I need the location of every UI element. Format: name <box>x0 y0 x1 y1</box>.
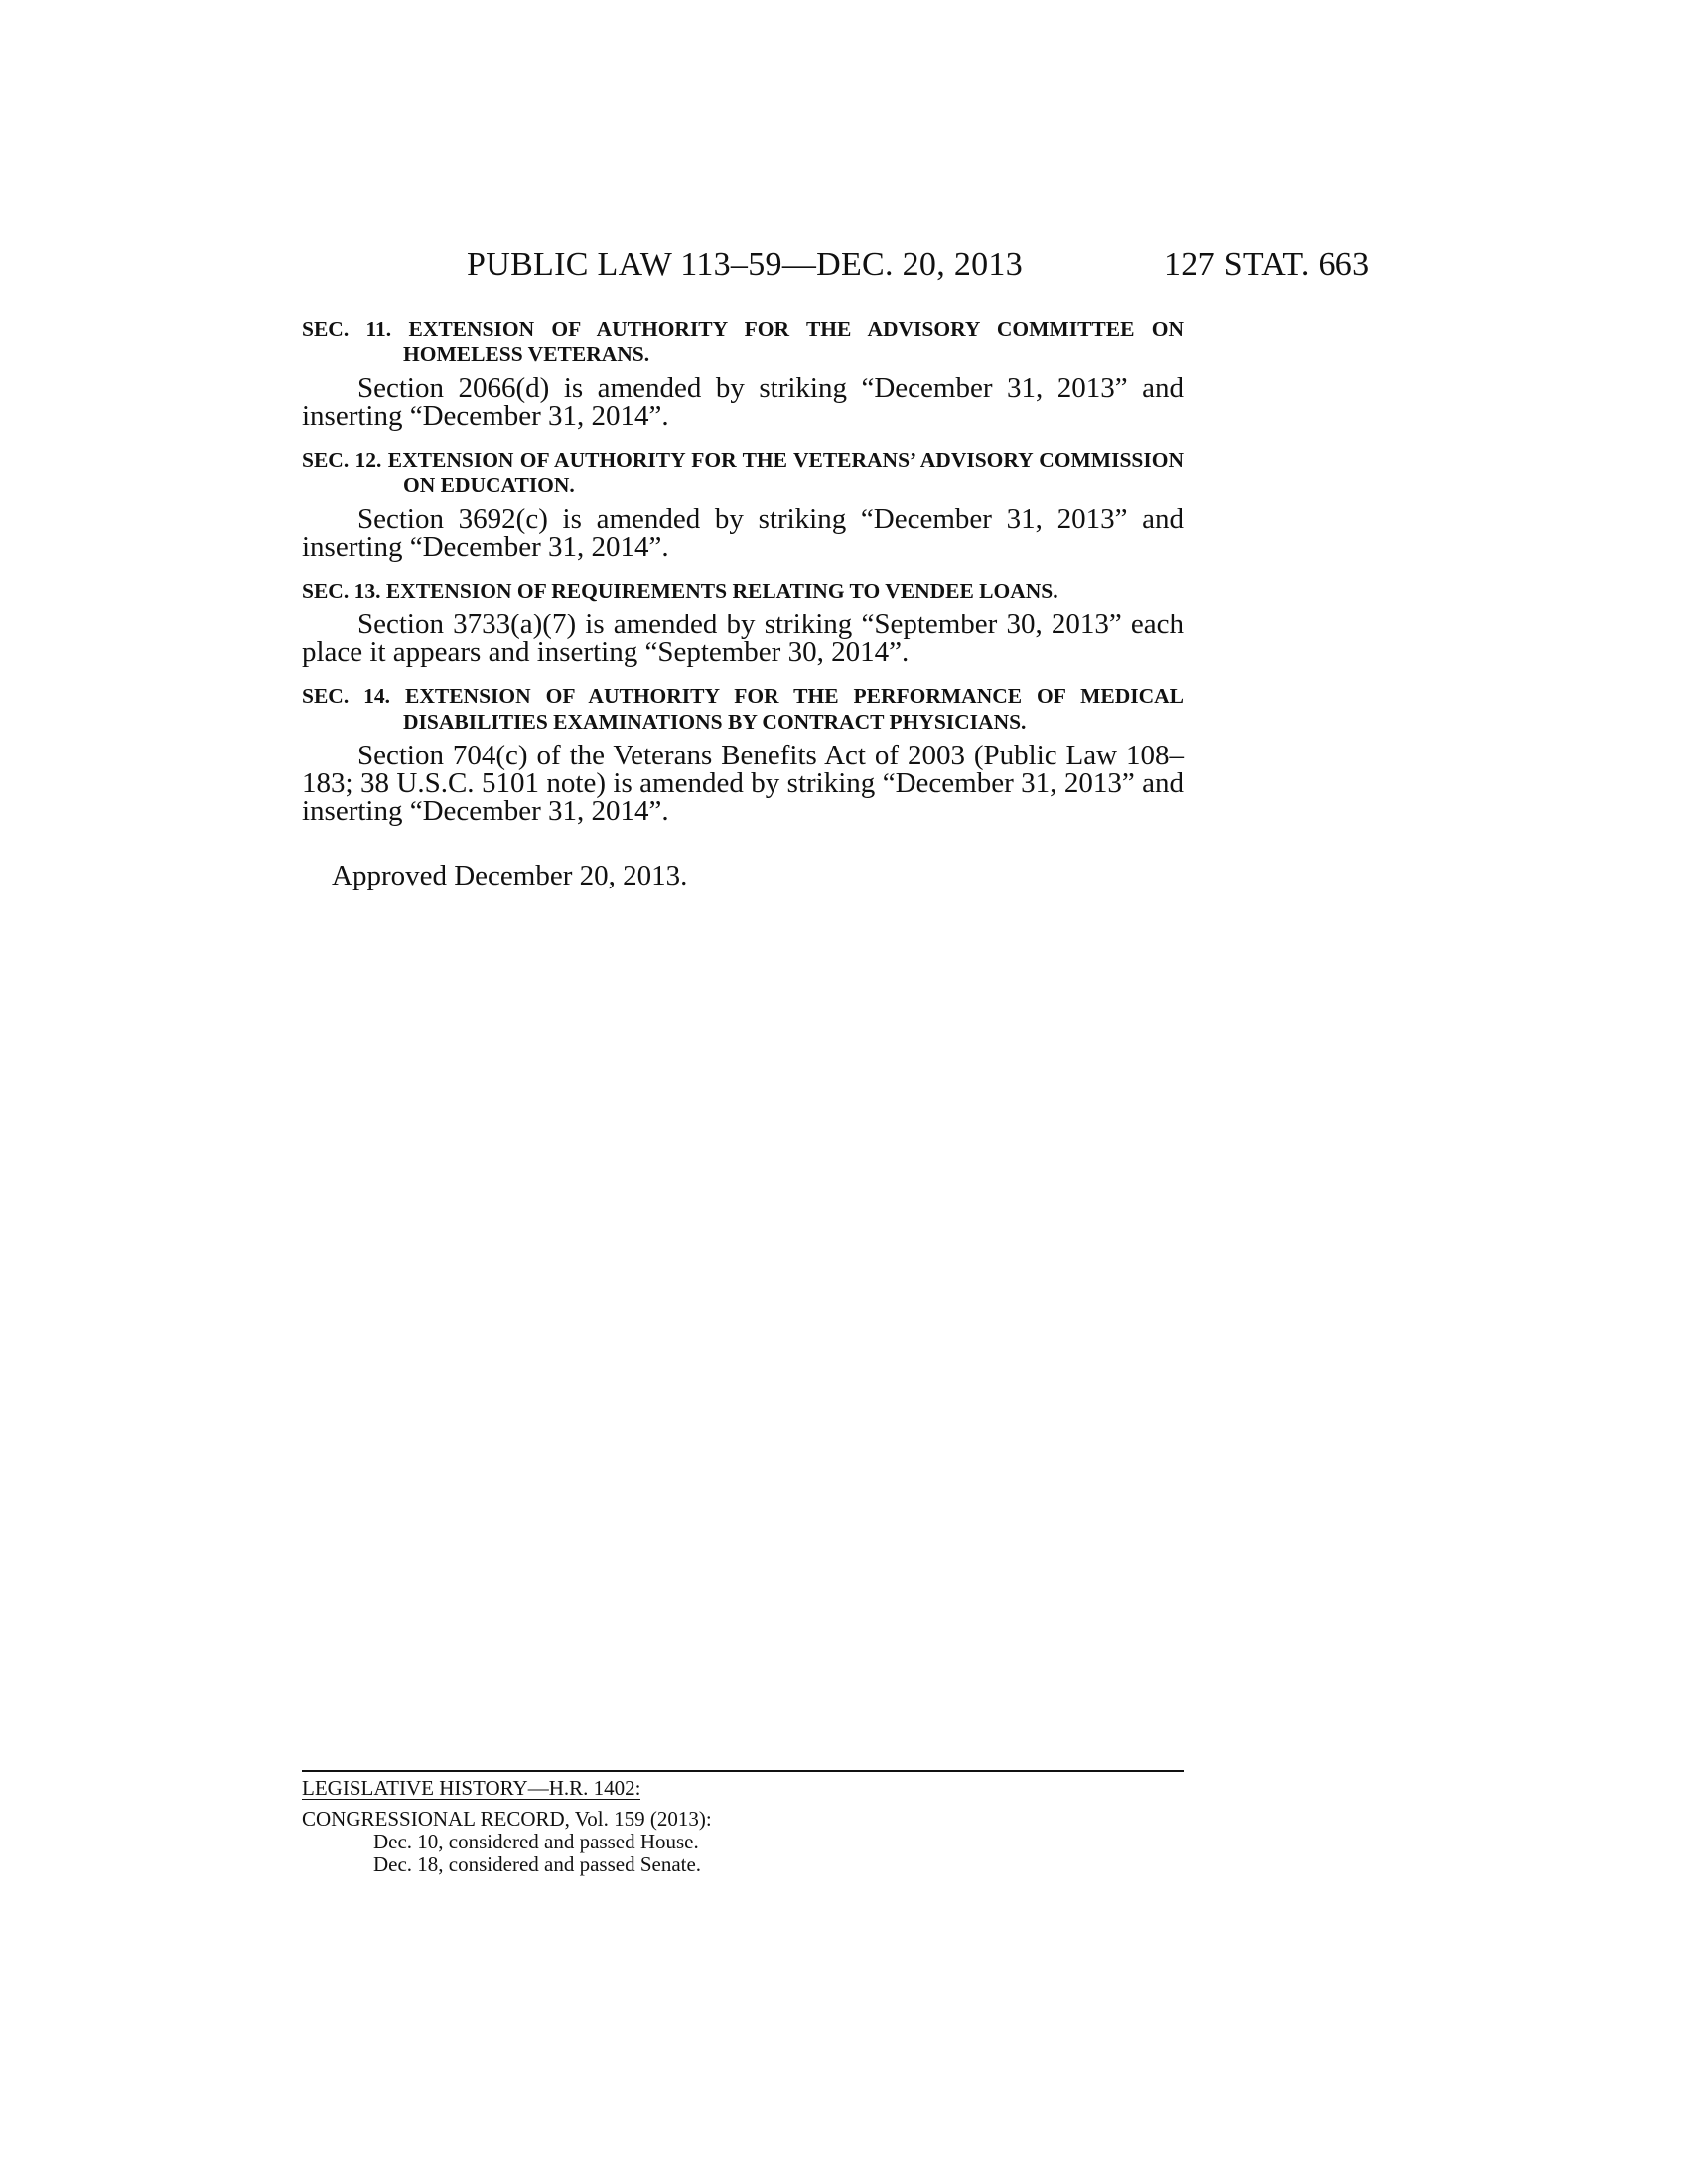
section-11 <box>302 316 1184 430</box>
section-body: Section 2066(d) is amended by striking “December 31, 2013” and inserting “December 31, 2014”. <box>302 372 1184 432</box>
legislative-history <box>302 1777 712 1876</box>
section-heading: SEC. 12. EXTENSION OF AUTHORITY FOR THE VETERANS’ ADVISORY COMMISSION ON EDUCATION. <box>302 448 1184 497</box>
legislative-history-title: LEGISLATIVE HISTORY—H.R. 1402: <box>302 1776 641 1800</box>
history-action-house: Dec. 10, considered and passed House. <box>373 1830 699 1853</box>
section-heading: SEC. 11. EXTENSION OF AUTHORITY FOR THE ADVISORY COMMITTEE ON HOMELESS VETERANS. <box>302 317 1184 366</box>
section-14 <box>302 683 1184 825</box>
section-12 <box>302 447 1184 561</box>
section-13 <box>302 578 1184 666</box>
approval-line: Approved December 20, 2013. <box>332 860 688 891</box>
section-body: Section 704(c) of the Veterans Benefits Act of 2003 (Public Law 108–183; 38 U.S.C. 5101 note) is amended by striking “December 31, 2013” and inserting “December 31, 2014”. <box>302 740 1184 827</box>
law-text <box>302 316 1184 890</box>
history-action-senate: Dec. 18, considered and passed Senate. <box>373 1852 702 1876</box>
congressional-record-line: CONGRESSIONAL RECORD, Vol. 159 (2013): <box>302 1807 712 1831</box>
section-heading: SEC. 13. EXTENSION OF REQUIREMENTS RELATING TO VENDEE LOANS. <box>302 579 1058 603</box>
section-heading: SEC. 14. EXTENSION OF AUTHORITY FOR THE PERFORMANCE OF MEDICAL DISABILITIES EXAMINATIONS BY CONTRACT PHYSICIANS. <box>302 684 1184 734</box>
section-body: Section 3692(c) is amended by striking “December 31, 2013” and inserting “December 31, 2014”. <box>302 503 1184 563</box>
page-number: 127 STAT. 663 <box>1164 246 1370 283</box>
section-body: Section 3733(a)(7) is amended by striking “September 30, 2013” each place it appears and inserting “September 30, 2014”. <box>302 609 1184 668</box>
running-head: PUBLIC LAW 113–59—DEC. 20, 2013 <box>467 246 1024 283</box>
footnote-divider <box>302 1770 1184 1772</box>
